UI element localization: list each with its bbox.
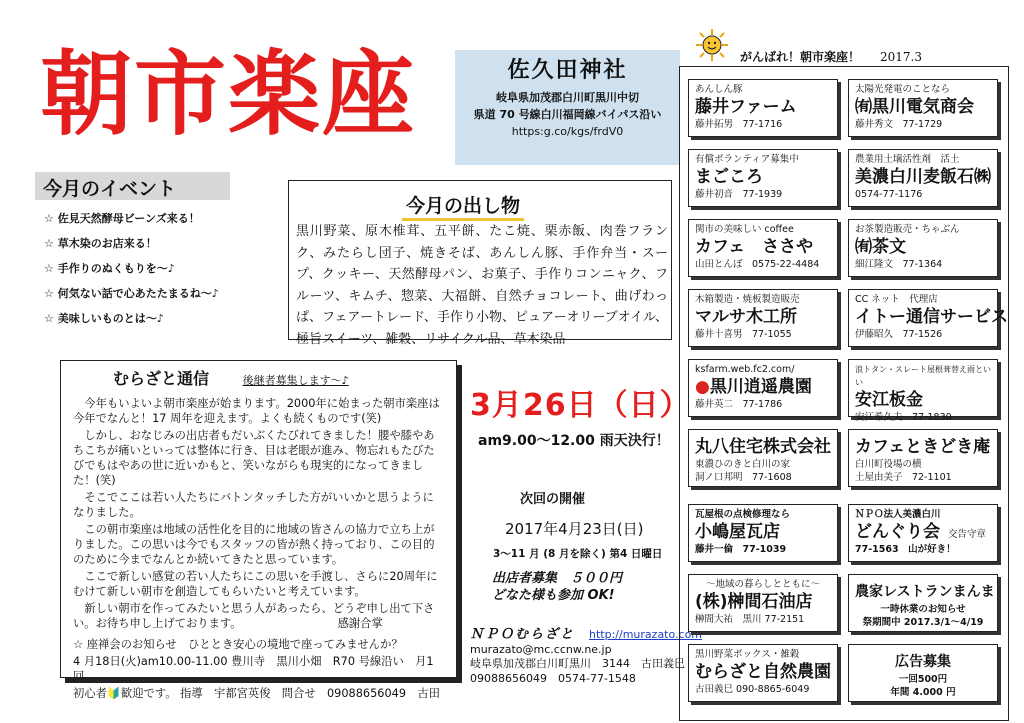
vendor-welcome: どなた様も参加 OK!	[492, 588, 615, 603]
ad-name: カフェ ささや	[695, 237, 814, 257]
ad-box	[688, 429, 838, 487]
ad-contact: 伊藤昭久 77-1526	[855, 329, 943, 340]
npo-email[interactable]: murazato@mc.ccnw.ne.jp	[470, 642, 612, 656]
shrine-route: 県道 70 号線白川福岡線バイパス沿い	[473, 108, 662, 121]
ad-box	[688, 149, 838, 207]
newsletter-paragraph: しかし、おなじみの出店者もだいぶくたびれてきました！腰や膝やあちこちが痛いといっては整体に行き、目は老眼が進み、物忘れもたびたびでもはやあの世に近いかもと、笑いながらも現実的になってきました！(笑)	[73, 429, 435, 487]
ad-tagline: CC ネット 代理店	[855, 294, 938, 305]
ad-contact: 藤井初音 77-1939	[695, 189, 783, 200]
ad-box	[688, 219, 838, 277]
cheer-year: 2017.3	[880, 50, 923, 64]
ad-box	[848, 504, 998, 562]
ad-box	[848, 429, 998, 487]
ad-name: カフェときどき庵	[855, 437, 991, 457]
event-item: ☆ 何気ない話で心あたたまるね～♪	[44, 287, 219, 300]
cheer-line	[740, 48, 922, 65]
page-title: 朝市楽座	[40, 41, 417, 148]
ad-contact: 榊間大祐 黒川 77-2151	[695, 614, 805, 625]
cheer-text: がんばれ！朝市楽座！	[740, 50, 861, 64]
event-item: ☆ 手作りのぬくもりを～♪	[44, 262, 175, 275]
ad-contact: 年間 4.000 円	[890, 687, 956, 698]
ad-tagline: 木箱製造・焼板製造販売	[695, 294, 800, 305]
ad-contact: 土屋由美子 72-1101	[855, 472, 952, 483]
zazen-notice: ☆ 座禅会のお知らせ ひととき安心の境地で座ってみませんか？	[73, 638, 403, 651]
ad-name: (株)榊間石油店	[695, 592, 813, 612]
sun-icon	[695, 28, 729, 62]
ad-name	[695, 376, 831, 398]
ad-tagline: 黒川野菜ボックス・雑穀	[695, 649, 800, 660]
next-market-label: 次回の開催	[520, 492, 586, 507]
vendor-fee: 出店者募集 ５００円	[492, 571, 623, 586]
ad-box	[848, 289, 1008, 347]
ad-name: 丸八住宅株式会社	[695, 437, 831, 457]
ad-box	[848, 644, 998, 702]
newsletter-box	[60, 360, 457, 700]
ad-box	[688, 574, 838, 632]
event-item: ☆ 美味しいものとは～♪	[44, 312, 164, 325]
newsletter-paragraph: この朝市楽座は地域の活性化を目的に地域の皆さんの協力で立ち上がりました。この思いは今でもスタッフの皆が熱く持っており、この目的のために今までなんとか続いてきたと思っています。	[73, 523, 435, 566]
shrine-name: 佐久田神社	[507, 58, 628, 83]
newsletter-paragraph: 新しい朝市を作ってみたいと思う人があったら、どうぞ申し出て下さい。お待ち申し上げております。 感謝合掌	[73, 602, 435, 630]
ad-name: 小嶋屋瓦店	[695, 522, 780, 542]
ad-box	[848, 574, 998, 632]
ad-box	[848, 79, 998, 137]
ad-name: 農家レストランまんま	[855, 584, 995, 600]
npo-phone: 09088656049 0574-77-1548	[470, 671, 636, 685]
ad-contact: 藤井一倫 77-1039	[695, 544, 787, 555]
ad-contact: 古田義巳 090-8865-6049	[695, 684, 810, 695]
zazen-contact: 初心者🔰歓迎です。 指導 宇都宮英俊 問合せ 09088656049 古田	[73, 687, 440, 700]
goods-text: 黒川野菜、原木椎茸、五平餅、たこ焼、栗赤飯、肉巻フランク、みたらし団子、焼きそば、あんしん豚、手作弁当・スープ、クッキー、天然酵母パン、お菓子、手作りコンニャク、フルーツ、キムチ、惣菜、大福餅、自然チョコレート、曲げわっぱ、フェアートレード、手作り小物、ピュアーオリーブオイル、極旨スイーツ、雑穀、リサイクル品、草木染品	[296, 224, 668, 347]
events-heading: 今月のイベント	[35, 172, 230, 200]
next-market-date: 2017年4月23日(日)	[505, 520, 644, 538]
newsletter-paragraph: そこでここは若い人たちにバトンタッチした方がいいかと思うようになりました。	[73, 491, 434, 519]
tomato-icon: ●	[695, 377, 710, 397]
goods-heading: 今月の出し物	[402, 191, 524, 221]
market-time: am9.00～12.00 雨天決行！	[478, 433, 670, 449]
ad-box	[688, 359, 838, 417]
ad-name: 藤井ファーム	[695, 97, 797, 117]
shrine-address: 岐阜県加茂郡白川町黒川中切	[496, 91, 639, 104]
ad-name: むらざと自然農園	[695, 662, 831, 682]
vendor-call	[492, 570, 662, 604]
event-item: ☆ 草木染のお店来る！	[44, 237, 157, 250]
ad-box	[848, 149, 998, 207]
goods-box	[288, 180, 672, 347]
ad-tagline: 白川町役場の横	[855, 459, 922, 470]
ad-box	[848, 219, 998, 277]
ad-name: 安江板金	[855, 390, 923, 410]
ad-name: ㈲茶文	[855, 237, 906, 257]
newsletter-heading: むらざと通信	[113, 369, 210, 388]
ad-tagline: 一回500円	[898, 674, 948, 685]
newsletter-paragraph: 今年もいよいよ朝市楽座が始まります。2000年に始まった朝市楽座は今年でなんと！17 周年を迎えます。よくも続くものです(笑)	[73, 397, 440, 425]
ad-name: イトー通信サービス	[855, 307, 1008, 327]
market-schedule-rule: 3～11 月 (8 月を除く) 第4 日曜日	[493, 548, 663, 560]
ad-name: ㈲黒川電気商会	[855, 97, 974, 117]
ad-box	[688, 289, 838, 347]
ad-contact: 祭期間中 2017.3/1～4/19	[862, 617, 984, 628]
npo-name: ＮＰＯむらざと	[470, 627, 576, 642]
event-item: ☆ 佐見天然酵母ビーンズ来る！	[44, 212, 200, 225]
market-date: 3月26日（日）	[470, 388, 691, 423]
shrine-url[interactable]: https:g.co/kgs/frdV0	[511, 125, 624, 138]
ad-box	[688, 504, 838, 562]
ad-name: 美濃白川麦飯石㈱	[855, 167, 991, 187]
ad-contact: 藤井十喜男 77-1055	[695, 329, 792, 340]
ad-tagline[interactable]: ksfarm.web.fc2.com/	[695, 364, 795, 375]
ad-tagline: 瓦屋根の点検修理なら	[695, 509, 791, 520]
ad-contact: 山田とんぼ 0575-22-4484	[695, 259, 820, 270]
ad-contact: 77-1563 山が好き！	[855, 544, 956, 555]
zazen-details: 4 月18日(火)am10.00-11.00 豊川寺 黒川小畑 R70 号線沿い 月1回	[73, 655, 434, 683]
events-list	[44, 210, 219, 335]
ad-contact: 洞ノ口邦明 77-1608	[695, 472, 792, 483]
npo-address: 岐阜県加茂郡白川町黒川 3144 古田義巳	[470, 657, 685, 670]
ad-name: どんぐり会	[855, 522, 940, 542]
ad-tagline: 浪トタン・スレート屋根葺替え雨といい	[855, 365, 991, 387]
ad-box	[848, 359, 998, 423]
newsletter-paragraph: ここで新しい感覚の若い人たちにこの思いを手渡し、さらに20周年にむけて新しい朝市を創造してもらいたいと考えています。	[73, 570, 438, 598]
ad-name: まごころ	[695, 167, 763, 187]
ad-tagline: 一時休業のお知らせ	[880, 604, 966, 615]
ad-tagline: お茶製造販売・ちゃぶん	[855, 224, 960, 235]
ad-tagline: 有償ボランティア募集中	[695, 154, 799, 165]
ad-tagline: ＮＰＯ法人美濃白川	[855, 509, 941, 520]
ad-contact: 安江希久夫 77-1830	[855, 412, 952, 423]
ad-contact: 0574-77-1176	[855, 189, 923, 200]
npo-url[interactable]: http://murazato.com	[589, 628, 703, 641]
ad-contact: 藤井拓男 77-1716	[695, 119, 783, 130]
ad-contact: 細江隆文 77-1364	[855, 259, 943, 270]
ad-tagline: 関市の美味しい coffee	[695, 224, 794, 235]
shrine-box	[455, 50, 680, 165]
ad-tagline: 農業用土壌活性剤 活土	[855, 154, 960, 165]
ad-tagline: あんしん豚	[695, 84, 743, 95]
ad-name: マルサ木工所	[695, 307, 797, 327]
ad-contact: 藤井英二 77-1786	[695, 399, 783, 410]
ad-tagline: 太陽光発電のことなら	[855, 84, 951, 95]
npo-contact	[470, 628, 702, 686]
ad-name: 広告募集	[895, 654, 951, 670]
ad-name-text: 黒川逍遥農園	[709, 377, 812, 397]
newsletter-subheading: 後継者募集します～♪	[242, 374, 349, 387]
ad-box	[688, 644, 838, 702]
ad-tagline: ～地域の暮らしとともに～	[705, 579, 820, 590]
sponsor-column	[679, 66, 1009, 721]
ad-contact: 藤井秀文 77-1729	[855, 119, 943, 130]
ad-box	[688, 79, 838, 137]
ad-person: 交告守章	[948, 529, 987, 540]
ad-tagline: 東濃ひのきと白川の家	[695, 459, 791, 470]
